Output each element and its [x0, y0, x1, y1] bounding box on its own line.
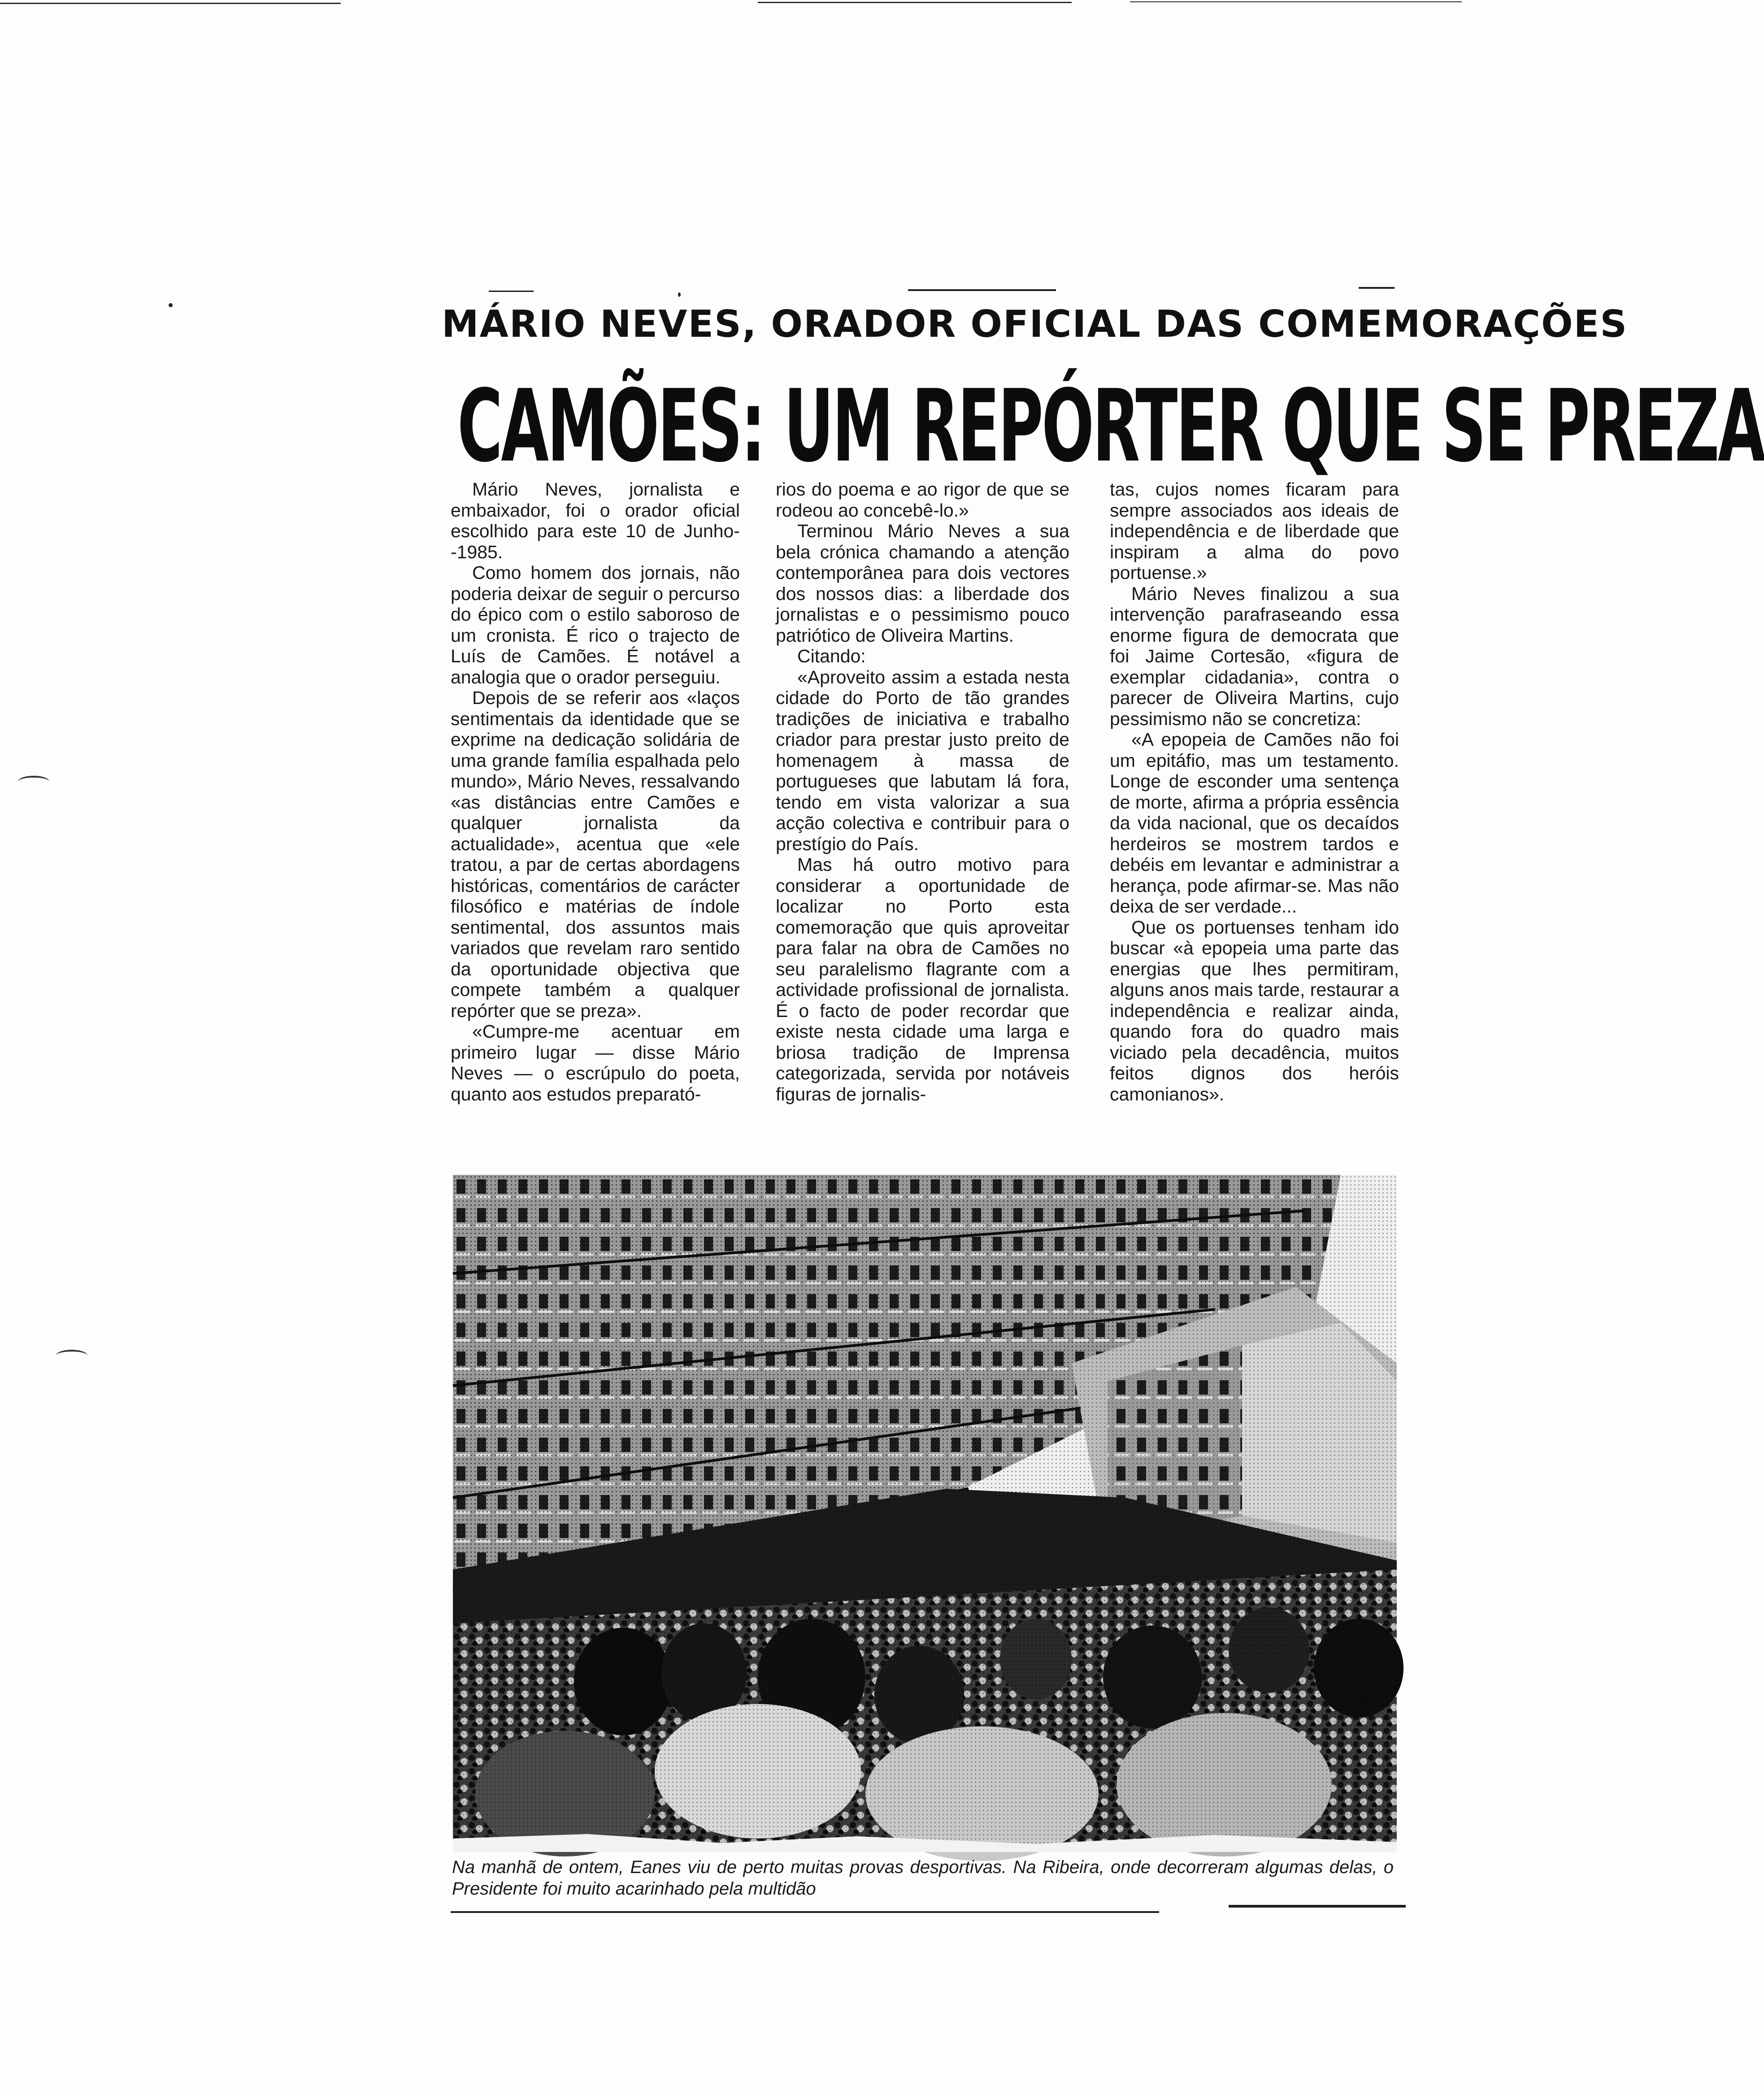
paragraph: rios do poema e ao rigor de que se rodeou ao concebê-lo.»	[776, 479, 1069, 521]
margin-speck	[169, 303, 173, 307]
paragraph: Citando:	[797, 646, 866, 666]
scan-edge-line	[0, 3, 341, 4]
top-rule	[908, 289, 1056, 291]
paragraph: Terminou Mário Neves a sua bela crónica chamando a atenção contemporânea para dois vectores dos nossos dias: a liberdade dos jornalistas e o pessimismo pouco patriótico de Oliveira Martins.	[776, 521, 1069, 646]
news-photo	[453, 1175, 1397, 1852]
article-kicker: MÁRIO NEVES, ORADOR OFICIAL DAS COMEMORAÇÕES	[442, 302, 1628, 346]
article-column-3	[1110, 479, 1399, 1104]
margin-mark	[56, 1350, 87, 1361]
news-photo-illustration	[453, 1175, 1397, 1852]
article-column-2	[776, 479, 1069, 1104]
bottom-rule	[451, 1911, 1159, 1913]
bottom-rule	[1229, 1905, 1406, 1908]
paragraph: «Aproveito assim a estada nesta cidade do Porto de tão grandes tradições de iniciativa e trabalho criador para prestar justo preito de homenagem à massa de portugueses que labutam lá fora, tendo em vista valorizar a sua acção colectiva e contribuir para o prestígio do País.	[776, 666, 1069, 854]
paragraph: Depois de se referir aos «laços sentimentais da identidade que se exprime na dedicação solidária de uma grande família espalhada pelo mundo», Mário Neves, ressalvando «as distâncias entre Camões e qualquer jornalista da actualidade», acentua que «ele tratou, a par de certas abordagens históricas, comentários de carácter filosófico e matérias de índole sentimental, dos assuntos mais variados que revelam raro sentido da oportunidade objectiva que compete também a qualquer repórter que se preza».	[451, 687, 740, 1021]
article-headline: CAMÕES: UM REPÓRTER QUE SE PREZA	[457, 369, 1764, 484]
paragraph: Que os portuenses tenham ido buscar «à epopeia uma parte das energias que lhes permitiram, alguns anos mais tarde, restaurar a independência e realizar ainda, quando fora do quadro mais viciado pela decadência, muitos feitos dignos dos heróis camonianos».	[1110, 917, 1399, 1104]
paragraph: Como homem dos jornais, não poderia deixar de seguir o percurso do épico com o estilo saboroso de um cronista. É rico o trajecto de Luís de Camões. É notável a analogia que o orador perseguiu.	[451, 562, 740, 687]
paragraph: Mário Neves, jornalista e embaixador, foi o orador oficial escolhido para este 10 de Junho--1985.	[451, 479, 740, 562]
paragraph: Mário Neves finalizou a sua intervenção parafraseando essa enorme figura de democrata que foi Jaime Cortesão, «figura de exemplar cidadania», contra o parecer de Oliveira Martins, cujo pessimismo não se concretiza:	[1110, 583, 1399, 729]
margin-mark	[18, 776, 49, 787]
rule-speck	[678, 292, 681, 297]
paragraph: «Cumpre-me acentuar em primeiro lugar — disse Mário Neves — o escrúpulo do poeta, quanto aos estudos preparató-	[451, 1021, 740, 1104]
scan-edge-line	[1130, 1, 1462, 2]
paragraph: «A epopeia de Camões não foi um epitáfio, mas um testamento. Longe de esconder uma sentença de morte, afirma a própria essência da vida nacional, que os decaídos herdeiros se mostrem tardos e debéis em levantar e administrar a herança, pode afirmar-se. Mas não deixa de ser verdade...	[1110, 729, 1399, 917]
article-column-1	[451, 479, 740, 1104]
photo-caption: Na manhã de ontem, Eanes viu de perto muitas provas desportivas. Na Ribeira, onde decorreram algumas delas, o Presidente foi muito acarinhado pela multidão	[452, 1857, 1394, 1899]
scan-edge-line	[758, 2, 1072, 3]
paragraph: Mas há outro motivo para considerar a oportunidade de localizar no Porto esta comemoração que quis aproveitar para falar na obra de Camões no seu paralelismo flagrante com a actividade profissional de jornalista. É o facto de poder recordar que existe nesta cidade uma larga e briosa tradição de Imprensa categorizada, servida por notáveis figuras de jornalis-	[776, 854, 1069, 1104]
top-rule	[489, 291, 534, 292]
paragraph: tas, cujos nomes ficaram para sempre associados aos ideais de independência e de liberdade que inspiram a alma do povo portuense.»	[1110, 479, 1399, 583]
top-rule	[1359, 287, 1395, 289]
